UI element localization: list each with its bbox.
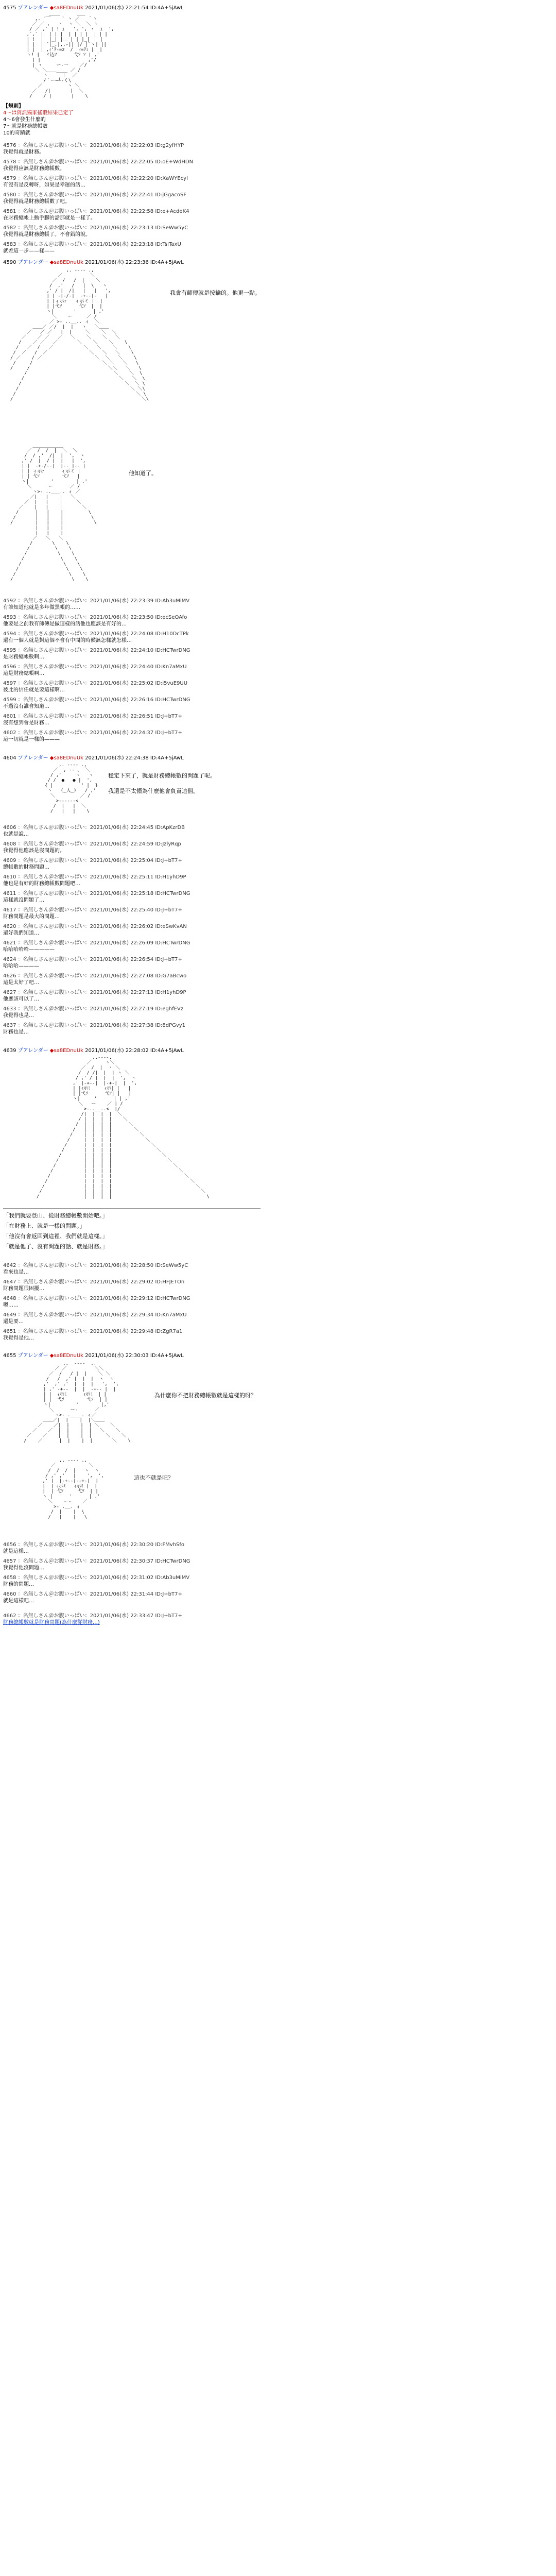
post-meta: 4601 ：名無しさん＠お腹いっぱい：2021/01/06(水) 22:26:51 ID:J+bT7+ (3, 714, 182, 719)
post-body: 有沒有是反轉呀，如果是幸運的話… (3, 182, 85, 188)
post-item (3, 841, 260, 854)
post-item (3, 192, 260, 205)
post-meta: 4649 ：名無しさん＠お腹いっぱい：2021/01/06(水) 22:29:34 ID:Kn7aMxU (3, 1312, 187, 1318)
post-body: 這一切就是一樣的——— (3, 737, 60, 742)
post-body: 他應該可以了… (3, 996, 39, 1002)
ascii-art: ____ ___ ,. ´￣ ` ヽ ／ ｀ヽ ／ ／ , ヽ ヽ ＼ ＼ ヽ / ／ ,′ | ! i ', ', ヽ i ', ,′,′ | | | | | | | | | | | | ! | |_| |＿ | | |_| ｜ | | | | ´|_,|,.-|| |/ |`ヽ| || | | | ,ｨ'ﾃ-=z / ｨ=ﾃﾐ | | ヽ! | ヾ込ｿ 弋ｿ ｿ | ,′ | | ,'/ | ヽ ー‐一 ／/ ＼ ＼＿＿____ ／ / ヽ ｜ ／ /｀ー―┴‐く\ ／ ヽ ＼ ／ /| | ＼ / / | | \ (26, 11, 114, 99)
post-body: 總帳數的財務問題… (3, 865, 49, 870)
speech-bubble: 為什麼你不把財務總帳數就是這樣的呀？ (154, 1392, 256, 1399)
rules-line: 10的奇蹟就 (3, 130, 30, 136)
post-meta: 4621 ：名無しさん＠お腹いっぱい：2021/01/06(水) 22:26:09 ID:HCTwrDNG (3, 940, 190, 946)
post-meta: 4651 ：名無しさん＠お腹いっぱい：2021/01/06(水) 22:29:48 ID:ZgR7a1 (3, 1329, 183, 1334)
post-meta: 4627 ：名無しさん＠お腹いっぱい：2021/01/06(水) 22:27:13 ID:H1yhD9P (3, 990, 186, 995)
poster-name: プアレンダー (18, 755, 48, 761)
post-item (3, 1574, 260, 1588)
post-item (3, 142, 260, 156)
post-meta: 4648 ：名無しさん＠お腹いっぱい：2021/01/06(水) 22:29:12 ID:HCTwrDNG (3, 1296, 190, 1301)
post-meta: 4642 ：名無しさん＠お腹いっぱい：2021/01/06(水) 22:28:50 ID:SeWw5yC (3, 1263, 188, 1268)
post-number[interactable]: 4575 (3, 5, 16, 11)
post-item (3, 940, 260, 953)
post-item (3, 1312, 260, 1325)
post-list (3, 1541, 260, 1607)
post-item (3, 159, 260, 172)
post-meta: 4647 ：名無しさん＠お腹いっぱい：2021/01/06(水) 22:29:02 ID:HFJETOn (3, 1279, 185, 1285)
post-meta: 2021/01/06(水) 22:23:36 ID:4A+5jAwL (85, 260, 184, 265)
post-meta: 4656 ：名無しさん＠お腹いっぱい：2021/01/06(水) 22:30:20 ID:FMvhSfo (3, 1542, 184, 1548)
narration-line: 「他沒有會返回到這裡、我們就是這樣。」 (3, 1233, 108, 1240)
post-item (3, 989, 260, 1003)
post-header (3, 1351, 184, 1359)
post-meta: 4582 ：名無しさん＠お腹いっぱい：2021/01/06(水) 22:23:13 ID:SeWw5yC (3, 225, 188, 231)
post-body: 這是財務總帳啊… (3, 671, 44, 676)
post-meta: 4606 ：名無しさん＠お腹いっぱい：2021/01/06(水) 22:24:45 ID:ApKzrDB (3, 825, 185, 831)
post-item (3, 598, 260, 611)
rules-line: 4〜は資訊獨家搖骰結果已定了 (3, 110, 74, 116)
post-meta: 2021/01/06(水) 22:24:38 ID:4A+5jAwL (85, 755, 184, 761)
post-body: 就是這樣… (3, 1549, 29, 1554)
post-body: 彼此的信任就是要這樣啊… (3, 687, 65, 693)
post-header (3, 258, 184, 265)
post-meta: 4633 ：名無しさん＠お腹いっぱい：2021/01/06(水) 22:27:19 ID:eghfEVz (3, 1006, 184, 1012)
post-body: 有誰知道他就是多年做黑帳的…… (3, 605, 80, 611)
post-body: 在財務總帳上動手腳的話那就是一樣了。 (3, 215, 96, 221)
speech-bubble: 我會有師傳就是按鑰的。他更一點。 (170, 290, 260, 296)
post-item (3, 241, 260, 255)
post-meta: 4662 ：名無しさん＠お腹いっぱい：2021/01/06(水) 22:33:47 ID:J+bT7+ (3, 1613, 182, 1619)
post-body: 財務也是… (3, 1029, 29, 1035)
post-body: 我覺得他應該是沒問題的。 (3, 848, 65, 854)
post-body: 哈哈哈———— (3, 963, 39, 969)
ascii-art: ,. -‐‐- ., ／ ＼ / / / | ヽ ヽ / ,' ,' | ', ', ,' | |-+--|--+-| | | | ｨ示ﾐ ｨ示ﾐ | | | | 弋ｿ 弋ｿ | | ヽ | ' | ,' ＼ ー‐ ／ >- .__. ィ / | | \ / | | \ (42, 1458, 104, 1520)
post-meta: 4581 ：名無しさん＠お腹いっぱい：2021/01/06(水) 22:22:58 ID:e+AcdeK4 (3, 209, 189, 214)
speech-bubble: 我還是不太懂為什麼他會負責這個。 (108, 788, 199, 794)
post-list (3, 1262, 260, 1345)
poster-trip: ◆sa8EDnuUk (49, 1048, 83, 1054)
post-item (3, 697, 260, 710)
poster-name: プアレンダー (18, 5, 48, 11)
post-list (3, 142, 260, 258)
post-body: 他要是之前我有師傳是做這樣的話他也應該是有好的… (3, 621, 127, 627)
post-item (3, 225, 260, 238)
post-item (3, 1558, 260, 1571)
post-body: 看來也是… (3, 1269, 29, 1275)
post-item (3, 631, 260, 644)
post-body: 就是這樣吧… (3, 1598, 34, 1604)
post-meta: 4594 ：名無しさん＠お腹いっぱい：2021/01/06(水) 22:24:08 ID:H10DcTPk (3, 631, 189, 637)
footer-post (3, 1613, 260, 1626)
poster-trip: ◆sa8EDnuUk (49, 5, 83, 11)
post-item (3, 1295, 260, 1309)
post-item (3, 647, 260, 660)
post-meta: 4660 ：名無しさん＠お腹いっぱい：2021/01/06(水) 22:31:44 ID:J+bT7+ (3, 1591, 182, 1597)
poster-name: プアレンダー (18, 1353, 48, 1359)
post-body: 還好我們知道… (3, 930, 39, 936)
post-meta: 4592 ：名無しさん＠お腹いっぱい：2021/01/06(水) 22:23:39 ID:Ab3uMiMV (3, 598, 190, 604)
poster-trip: ◆sa8EDnuUk (49, 1353, 83, 1359)
post-item (3, 713, 260, 726)
post-item (3, 1006, 260, 1019)
post-meta: 4596 ：名無しさん＠お腹いっぱい：2021/01/06(水) 22:24:40 ID:Kn7aMxU (3, 664, 187, 670)
post-item (3, 890, 260, 904)
post-meta: 4580 ：名無しさん＠お腹いっぱい：2021/01/06(水) 22:22:41 ID:jGgacoSF (3, 192, 187, 198)
speech-bubble: 他知道了。 (129, 470, 157, 477)
post-header (3, 753, 184, 761)
post-body: 沒有想到會是財務… (3, 720, 49, 726)
speech-bubble: 穩定下來了，就是財務總帳數的問題了呢。 (108, 772, 216, 779)
post-meta: 4599 ：名無しさん＠お腹いっぱい：2021/01/06(水) 22:26:16 ID:HCTwrDNG (3, 697, 190, 703)
post-item (3, 730, 260, 743)
post-body: 哈哈哈哈哈————— (3, 947, 55, 953)
post-meta: 4626 ：名無しさん＠お腹いっぱい：2021/01/06(水) 22:27:08 ID:G7aBcwo (3, 973, 187, 979)
post-meta: 4597 ：名無しさん＠お腹いっぱい：2021/01/06(水) 22:25:02 ID:i5vuE9UU (3, 681, 188, 686)
post-meta: 4609 ：名無しさん＠お腹いっぱい：2021/01/06(水) 22:25:04 ID:J+bT7+ (3, 858, 182, 863)
post-body: 是財務總帳數啊… (3, 654, 44, 660)
post-body: 財務問題很困擾… (3, 1286, 44, 1292)
post-body: 這是太好了吧… (3, 980, 39, 986)
post-body: 這樣就沒問題了… (3, 897, 44, 903)
post-meta: 4583 ：名無しさん＠お腹いっぱい：2021/01/06(水) 22:23:18 ID:TsITaxU (3, 242, 181, 247)
poster-name: プアレンダー (18, 260, 48, 265)
post-body: 也就是說… (3, 832, 29, 837)
post-meta: 4657 ：名無しさん＠お腹いっぱい：2021/01/06(水) 22:30:37 ID:HCTwrDNG (3, 1558, 190, 1564)
post-item (3, 824, 260, 838)
narration-block (3, 1211, 108, 1252)
post-meta: 2021/01/06(水) 22:30:03 ID:4A+5jAwL (85, 1353, 184, 1359)
post-body: 我覺得应該是財務總帳數。 (3, 166, 65, 172)
post-item (3, 614, 260, 628)
rules-block (3, 103, 260, 137)
ascii-art: ,.-‐‐-. ／ ヽ＼ ／ / | ヽ ＼ / / /| | | ヽ ＼ / ,' / | | | ', ヽ ,' |-+--| |-+-| | ', | |ｨ示ﾐ ｨ示| | | | |弋ｿ 弋ｿ| | | ヽ| ' | | ,' ＼ ー ／ | / >-..__..< |/ /| | | | ＼ / | | | | ＼ / | | | | ＼ / | | | | ＼ / | | | | ＼ / | | | | ＼ / | | | | ＼ / | | | | ＼ / | | | | ＼ / | | | | ＼ / | | | | ＼ / | | | | ＼ / | | | | ＼ / | | | | ＼ / | | | | ＼ / | | | | ＼ / | | | | \ (36, 1055, 210, 1199)
post-list (3, 598, 260, 746)
post-item (3, 664, 260, 677)
post-body: 我覺得就是財務總帳了。不會錯的說。 (3, 232, 91, 238)
narration-line: 「我們就要登山、從財務總帳數開始吧。」 (3, 1212, 108, 1219)
post-number[interactable]: 4590 (3, 260, 16, 265)
post-body: 不過沒有誰會知道… (3, 704, 49, 709)
post-meta: 4611 ：名無しさん＠お腹いっぱい：2021/01/06(水) 22:25:18 ID:HCTwrDNG (3, 891, 190, 896)
post-body: 財務的問題… (3, 1582, 34, 1587)
post-meta: 4576 ：名無しさん＠お腹いっぱい：2021/01/06(水) 22:22:03 ID:g2yfHYP (3, 143, 184, 148)
post-meta: 4593 ：名無しさん＠お腹いっぱい：2021/01/06(水) 22:23:50 ID:ecSeOAfo (3, 615, 187, 620)
post-body: 財務問題是最大的問題… (3, 914, 60, 920)
post-item (3, 956, 260, 970)
post-meta: 4608 ：名無しさん＠お腹いっぱい：2021/01/06(水) 22:24:59 ID:JzlyRqp (3, 841, 181, 847)
rules-line: 7〜就是財務總帳數 (3, 124, 48, 129)
post-item (3, 1262, 260, 1276)
post-item (3, 973, 260, 986)
post-number[interactable]: 4655 (3, 1353, 16, 1359)
post-meta: 2021/01/06(水) 22:21:54 ID:4A+5jAwL (85, 5, 184, 11)
post-item (3, 874, 260, 887)
post-meta: 4578 ：名無しさん＠お腹いっぱい：2021/01/06(水) 22:22:05 ID:oE+WdHDN (3, 159, 194, 165)
speech-bubble: 這也不就是吧？ (134, 1475, 173, 1481)
post-body: 就差這一步——樣—— (3, 248, 55, 254)
post-item (3, 1541, 260, 1555)
post-meta: 4617 ：名無しさん＠お腹いっぱい：2021/01/06(水) 22:25:40 ID:J+bT7+ (3, 907, 182, 913)
post-number[interactable]: 4604 (3, 755, 16, 761)
post-item (3, 1591, 260, 1604)
post-body: 他也是有好的財務總帳數問題吧… (3, 881, 80, 887)
post-meta: 4579 ：名無しさん＠お腹いっぱい：2021/01/06(水) 22:22:20 ID:XaWYEcyI (3, 176, 188, 181)
post-meta: 4610 ：名無しさん＠お腹いっぱい：2021/01/06(水) 22:25:11 ID:H1yhD9P (3, 874, 186, 880)
post-meta: 4620 ：名無しさん＠お腹いっぱい：2021/01/06(水) 22:26:02 ID:eSwKvAN (3, 924, 187, 929)
ascii-art: ,. -‐‐- ., ／ , -‐ ､ ＼ / ,' ヽ ヽ / / ● ● | ', { | ' | } ヽ (_人_) / ,' ＼ ／ / >-----‐< / | | ＼ / | | \ (45, 762, 98, 814)
post-item (3, 680, 260, 693)
post-meta: 4637 ：名無しさん＠お腹いっぱい：2021/01/06(水) 22:27:38 ID:8dPGvy1 (3, 1023, 186, 1028)
post-item (3, 1328, 260, 1342)
post-meta: 4624 ：名無しさん＠お腹いっぱい：2021/01/06(水) 22:26:54 ID:J+bT7+ (3, 957, 182, 962)
rules-line: 4〜6會發生什麼的 (3, 117, 46, 123)
narration-line: 「在財務上、就是一樣的問題。」 (3, 1223, 85, 1229)
post-body: 我覺得就是財務總帳數了吧。 (3, 199, 70, 205)
ascii-art: ___________ ／ / / | ＼ ＼ / / ,' /| | ', ヽ ,' / | / | | | ', | | -+-/--| |-- |-- | | | ィ示ｧ ィ示ミ | | | 弋ｿ 弋ｿ | ヽ| ' | ,' ＼ ー ／ / ヽ>- ..___.. ィ ／ ／| | | ＼ ／ | | | ＼ ／ | | | ＼ / | | | \ / | | | \ / | | | \ | | | | | | ／ ＼ ＼ / \ \ / \ \ / \ \ / \ \ / \ \ / \ \ / \ \ / \ \ (10, 443, 97, 582)
post-item (3, 208, 260, 222)
post-body: 我覺得是他… (3, 1335, 34, 1341)
post-body: 我覺得也是… (3, 1013, 34, 1019)
post-item (3, 1279, 260, 1292)
narration-line: 「就是他了、沒有問題的話、就是財務。」 (3, 1243, 108, 1250)
poster-trip: ◆sa8EDnuUk (49, 260, 83, 265)
post-item (3, 857, 260, 871)
footer-link[interactable]: 財務總帳數就是財務問題(為什麼從財務…) (3, 1620, 100, 1625)
post-meta: 4658 ：名無しさん＠お腹いっぱい：2021/01/06(水) 22:31:02 ID:Ab3uMiMV (3, 1575, 190, 1581)
post-body: 我覺得他沒問題… (3, 1565, 44, 1571)
post-item (3, 907, 260, 920)
ascii-art: ,. -‐‐- ., ／ ＼ ／ / / | ＼ / ,' / | \ ヽ ,' / | /| | | ', | | -|-/-| -+--|- | | |ィ示ｧ ィ示ミ | | | |弋ｿ 弋ｿ | | ヽ| ' | ,' ＼ ー ／ / ／ >- ..__.. ィ ＼ ＿＿／ ／/ | | ヽ ＼＿＿ ／ ／ ／ | | ＼ ＼ ＼ ／ ／ ／ ／ ＼ ＼ ＼ ＼ / ／ ／ ／ ＼ ＼ ＼ \ / ／ / ／ ＼ ＼ ＼ \ / ／ / ／ ＼ ＼ ＼ \ / ／ / ／ ＼ ＼ ＼ \ / / ＼ ＼ ＼ \ / / ＼＼ ＼ \ / ＼ ＼ \ / ＼ ＼ \ / ＼ ＼ \ / ＼ ＼\ / ＼ \ / ＼\ (10, 268, 149, 402)
post-body: 還有一個人就是對這個不會有中間的時候該怎樣就怎樣… (3, 638, 132, 643)
post-meta: 2021/01/06(水) 22:28:02 ID:4A+5jAwL (85, 1048, 184, 1054)
post-body: 我覺得就是財務。 (3, 149, 44, 155)
post-meta: 4602 ：名無しさん＠お腹いっぱい：2021/01/06(水) 22:24:37 ID:J+bT7+ (3, 730, 182, 736)
ascii-art: ,. -‐‐- ., ／ ／ ＼＼ ／ / / | | ＼ ＼ / / ,' | | | ヽ ヽ ,' ,' ,' | | | ', ', | ,' -+-- | | -+-- | | | | ｨ示ﾐ ｨ示ﾐ | | | | 弋ｿ 弋ｿ | | ヽ| ' |,' ＼ ー‐ ／ ヽ>- .____. ィ／ ＿＿／| | | |＼＿＿ ／ ／| | | | ＼ ＼ ／ ／ | | | | ＼ ＼ ／ ／ | | | | ＼ ＼ / ／ | | | | ＼ \ (24, 1361, 131, 1444)
post-item (3, 923, 260, 937)
divider (3, 1208, 260, 1209)
poster-trip: ◆sa8EDnuUk (49, 755, 83, 761)
post-header (3, 3, 184, 11)
post-item (3, 175, 260, 189)
post-body: 嗯…… (3, 1302, 19, 1308)
rules-title: 【規則】 (3, 104, 24, 109)
poster-name: プアレンダー (18, 1048, 48, 1054)
post-item (3, 1022, 260, 1036)
post-list (3, 824, 260, 1039)
post-meta: 4595 ：名無しさん＠お腹いっぱい：2021/01/06(水) 22:24:10 ID:HCTwrDNG (3, 648, 190, 653)
post-body: 還是要… (3, 1319, 24, 1325)
post-header (3, 1046, 184, 1054)
post-number[interactable]: 4639 (3, 1048, 16, 1054)
